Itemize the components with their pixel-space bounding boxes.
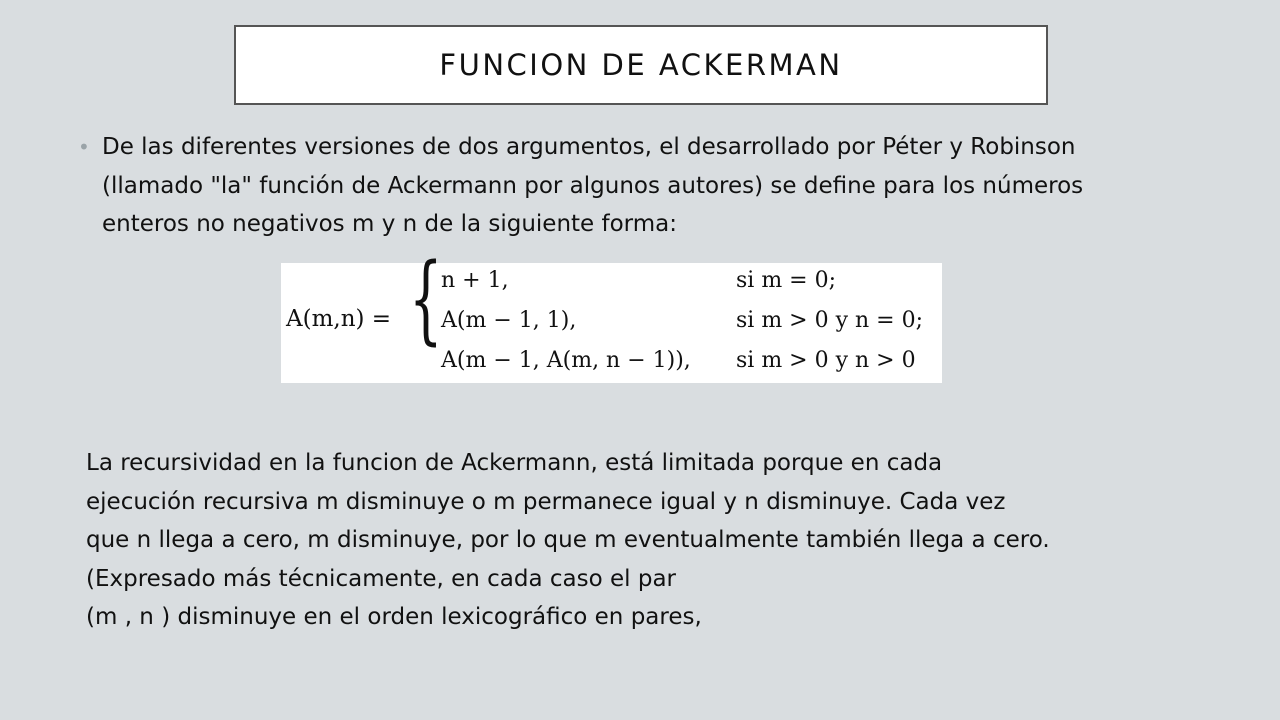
- formula-case-cond: si m > 0 y n = 0;: [736, 308, 924, 333]
- bullet-dot-icon: •: [78, 135, 90, 159]
- formula-lhs: A(m,n) =: [286, 306, 392, 332]
- bullet-text: De las diferentes versiones de dos argumentos, el desarrollado por Péter y Robinson (llamado "la" función de Ackermann por algunos autores) se define para los números enteros no negativos m y n de la siguiente forma:: [102, 134, 1084, 237]
- recursion-paragraph: [86, 444, 1186, 637]
- paragraph-line: que n llega a cero, m disminuye, por lo que m eventualmente también llega a cero.: [86, 527, 1050, 553]
- bullet-item: [78, 128, 1178, 244]
- paragraph-line: La recursividad en la funcion de Ackermann, está limitada porque en cada: [86, 450, 943, 476]
- paragraph-line: ejecución recursiva m disminuye o m permanece igual y n disminuye. Cada vez: [86, 488, 1006, 515]
- formula-case-cond: si m > 0 y n > 0: [736, 348, 916, 373]
- slide-title: FUNCION DE ACKERMAN: [439, 48, 843, 82]
- title-box: [234, 25, 1048, 105]
- formula-case-cond: si m = 0;: [736, 268, 837, 293]
- formula-brace: {: [409, 243, 443, 355]
- paragraph-line: (Expresado más técnicamente, en cada caso el par: [86, 565, 677, 592]
- formula-case-expr: A(m − 1, 1),: [441, 308, 577, 333]
- formula-case-expr: A(m − 1, A(m, n − 1)),: [441, 348, 691, 373]
- formula-case-expr: n + 1,: [441, 268, 509, 293]
- paragraph-line: (m , n ) disminuye en el orden lexicográfico en pares,: [86, 604, 702, 630]
- ackermann-formula: [281, 243, 942, 383]
